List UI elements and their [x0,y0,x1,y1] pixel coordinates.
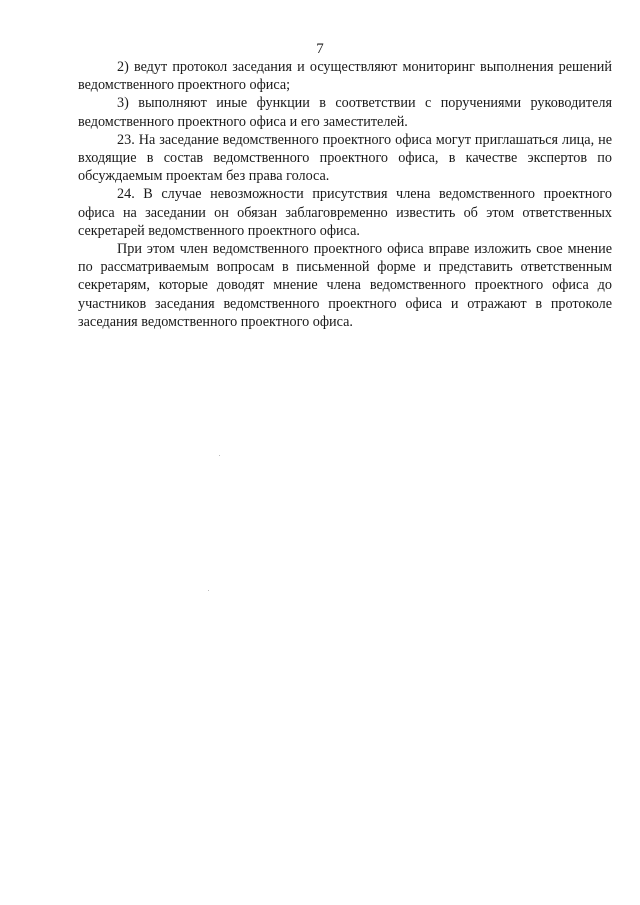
paragraph-clause-24: 24. В случае невозможности присутствия члена ведомственного проектного офиса на заседании он обязан заблаговременно известить об этом ответственных секретарей ведомственного проектного офиса. [78,186,612,239]
paragraph-item-3: 3) выполняют иные функции в соответствии с поручениями руководителя ведомственного проектного офиса и его заместителей. [78,95,612,130]
scan-speck [208,590,209,591]
paragraph-continuation: При этом член ведомственного проектного офиса вправе изложить свое мнение по рассматриваемым вопросам в письменной форме и представить ответственным секретарям, которые доводят мнение члена ведомственного проектного офиса до участников заседания ведомственного проектного офиса и отражают в протоколе заседания ведомственного проектного офиса. [78,241,612,330]
paragraph-item-2: 2) ведут протокол заседания и осуществляют мониторинг выполнения решений ведомственного проектного офиса; [78,59,612,94]
document-body [78,58,612,331]
scan-speck [219,455,220,456]
paragraph-clause-23: 23. На заседание ведомственного проектного офиса могут приглашаться лица, не входящие в состав ведомственного проектного офиса, в качестве экспертов по обсуждаемым проектам без права голоса. [78,131,612,185]
page-number: 7 [316,41,324,57]
